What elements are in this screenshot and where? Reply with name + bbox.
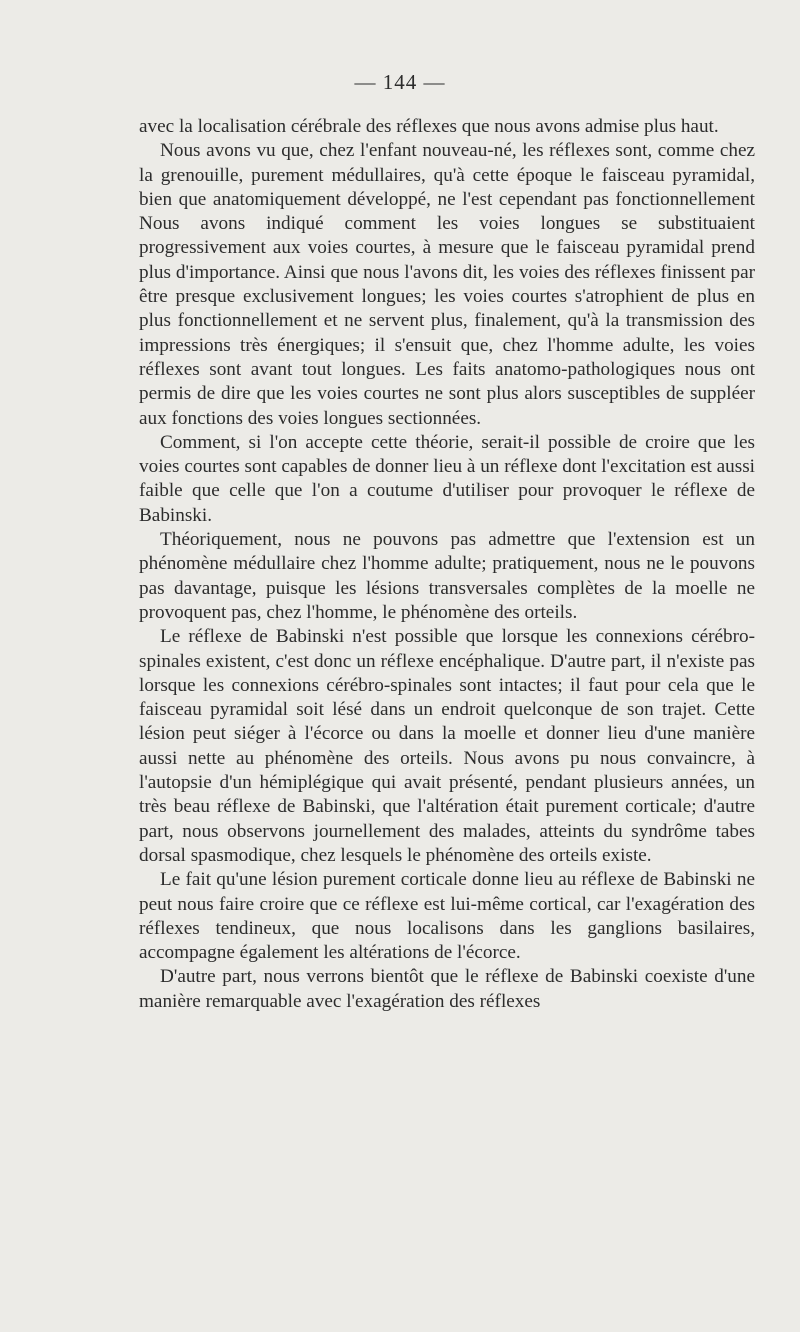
paragraph: avec la localisation cérébrale des réflexes que nous avons admise plus haut. [139,116,719,137]
paragraph: Le réflexe de Babinski n'est possible que lorsque les connexions cérébro-spinales existent, c'est donc un réflexe encéphalique. D'autre part, il n'existe pas lorsque les connexions cérébro-spinales sont intactes; il faut pour cela que le faisceau pyramidal soit lésé dans un endroit quelconque de son trajet. Cette lésion peut siéger à l'écorce ou dans la moelle et donner lieu d'une manière aussi nette au phénomène des orteils. Nous avons pu nous convaincre, à l'autopsie d'un hémiplégique qui avait présenté, pendant plusieurs années, un très beau réflexe de Babinski, que l'altération était purement corticale; d'autre part, nous observons journellement des malades, atteints du syndrôme tabes dorsal spasmodique, chez lesquels le phénomène des orteils existe. [139,626,755,866]
paragraph: Le fait qu'une lésion purement corticale donne lieu au réflexe de Babinski ne peut nous faire croire que ce réflexe est lui-même cortical, car l'exagération des réflexes tendineux, que nous localisons dans les ganglions basilaires, accompagne également les altérations de l'écorce. [139,869,755,964]
paragraph: Comment, si l'on accepte cette théorie, serait-il possible de croire que les voies courtes sont capables de donner lieu à un réflexe dont l'excitation est aussi faible que celle que l'on a coutume d'utiliser pour provoquer le réflexe de Babinski. [139,431,755,526]
body-text [139,115,755,1014]
paragraph: Théoriquement, nous ne pouvons pas admettre que l'extension est un phénomène médullaire chez l'homme adulte; pratiquement, nous ne le pouvons pas davantage, puisque les lésions transversales complètes de la moelle ne provoquent pas, chez l'homme, le phénomène des orteils. [139,529,755,623]
page-number: — 144 — [354,70,446,94]
paragraph: Nous avons vu que, chez l'enfant nouveau-né, les réflexes sont, comme chez la grenouille, purement médullaires, qu'à cette époque le faisceau pyramidal, bien que anatomiquement développé, ne l'est cependant pas fonctionnellement Nous avons indiqué comment les voies longues se substituaient progressivement aux voies courtes, à mesure que le faisceau pyramidal prend plus d'importance. Ainsi que nous l'avons dit, les voies des réflexes finissent par être presque exclusivement longues; les voies courtes s'atrophient de plus en plus fonctionnellement et ne servent plus, finalement, qu'à la transmission des impressions très énergiques; il s'ensuit que, chez l'homme adulte, les voies réflexes sont avant tout longues. Les faits anatomo-pathologiques nous ont permis de dire que les voies courtes ne sont plus alors susceptibles de suppléer aux fonctions des voies longues sectionnées. [139,140,755,429]
paragraph: D'autre part, nous verrons bientôt que le réflexe de Babinski coexiste d'une manière remarquable avec l'exagération des réflexes [139,966,755,1012]
